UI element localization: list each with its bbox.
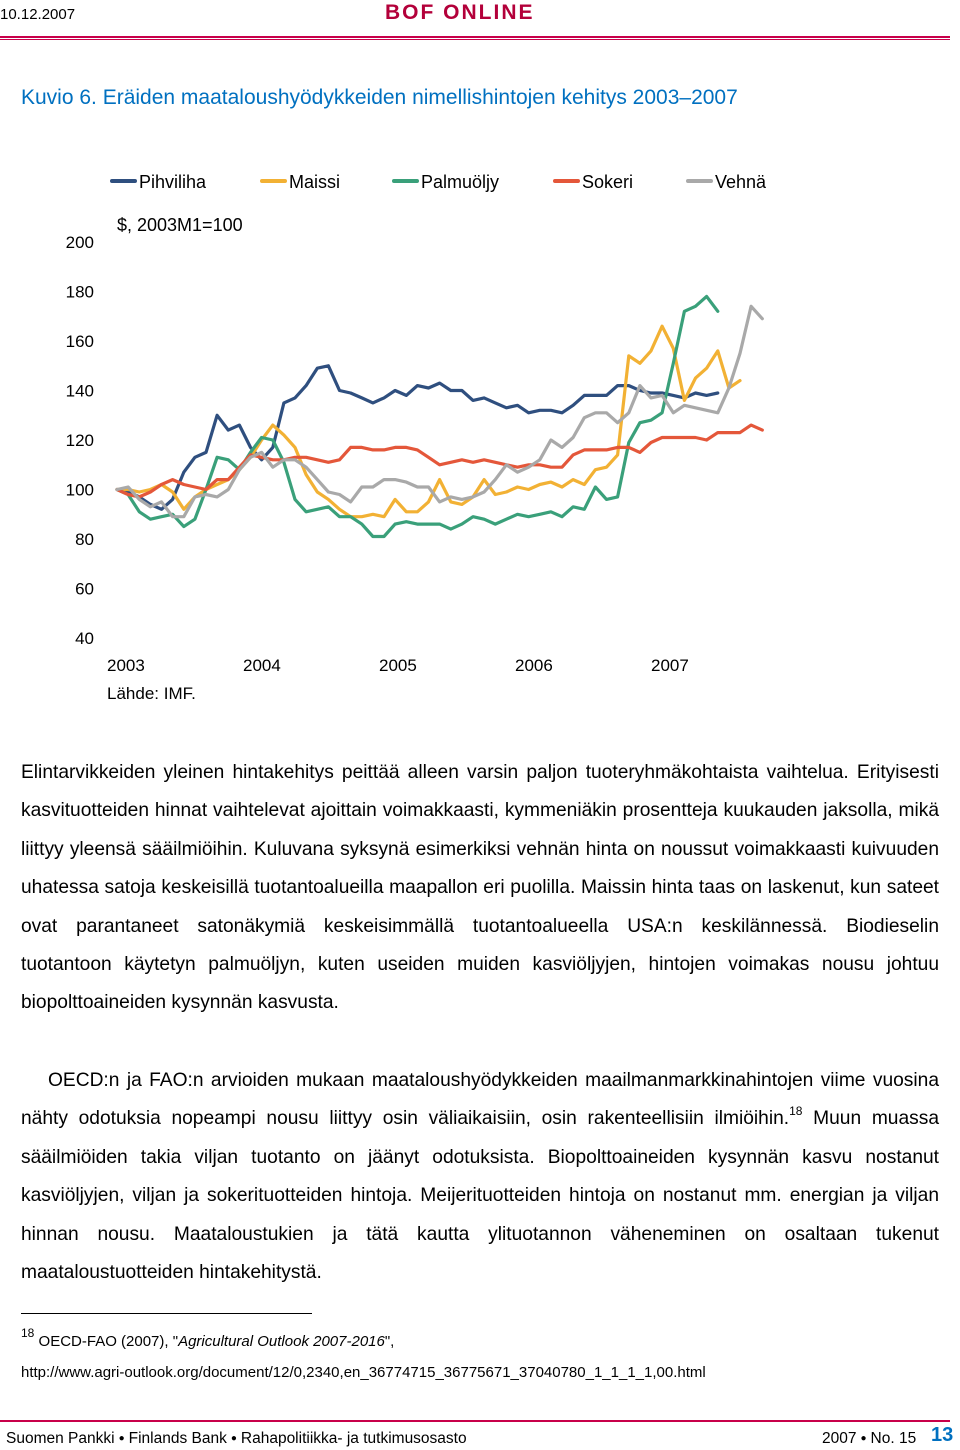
body-paragraph-2	[21, 1062, 939, 1292]
footnote-text-prefix: OECD-FAO (2007), "	[34, 1333, 179, 1350]
footer-divider	[0, 1420, 950, 1422]
footer-department: Rahapolitiikka- ja tutkimusosasto	[240, 1430, 467, 1447]
legend-label: Sokeri	[582, 172, 634, 192]
paragraph-2-text-b: Muun muassa sääilmiöiden takia viljan tuotanto on jäänyt odotuksista. Biopolttoaineiden kysynnän kasvu nostanut kasviöljyjen, viljan ja sokerituotteiden hintoja. Meijerituotteiden hintoja on nostanut mm. energian ja viljan hinnan nousu. Maataloustukien ja tätä kautta ylituotannon väheneminen on osaltaan tukenut maataloustuotteiden hintakehitystä.	[21, 1108, 940, 1284]
chart-series	[117, 296, 762, 536]
y-tick-label: 140	[65, 381, 94, 401]
footer-bullet: ●	[860, 1433, 867, 1444]
y-tick-label: 80	[75, 530, 94, 549]
y-tick-label: 100	[65, 480, 94, 500]
y-tick-label: 200	[65, 233, 94, 252]
paragraph-2-text-a: OECD:n ja FAO:n arvioiden mukaan maataloushyödykkeiden maailmanmarkkinahintojen viime vuosina nähty odotuksia nopeampi nousu liittyy osin väliaikaisiin, osin rakenteellisiin ilmiöihin.	[21, 1070, 939, 1130]
x-tick-label: 2006	[515, 656, 553, 675]
footnote-title: Agricultural Outlook 2007-2016	[178, 1333, 385, 1350]
header-divider	[0, 36, 950, 38]
footnote-text-suffix: ",	[384, 1333, 395, 1350]
legend-label: Vehnä	[715, 172, 767, 192]
footnote-number: 18	[21, 1326, 35, 1340]
footer-bullet: ●	[118, 1433, 125, 1444]
y-tick-label: 40	[75, 629, 94, 648]
legend-label: Pihviliha	[139, 172, 207, 192]
y-tick-label: 60	[75, 579, 94, 599]
chart-unit-label: $, 2003M1=100	[117, 215, 243, 235]
footer-org-sv: Finlands Bank	[128, 1430, 227, 1447]
x-axis	[107, 656, 689, 675]
series-line	[117, 296, 718, 536]
y-tick-label: 180	[65, 282, 94, 302]
chart-source-note: Lähde: IMF.	[107, 684, 196, 703]
body-paragraph-1: Elintarvikkeiden yleinen hintakehitys peittää alleen varsin paljon tuoteryhmäkohtaista vaihtelua. Erityisesti kasvituotteiden hinnat vaihtelevat ajoittain voimakkaasti, kymmeniäkin prosentteja kuukauden jaksolla, mikä liittyy yleensä sääilmiöihin. Kuluvana syksynä esimerkiksi vehnän hinta on noussut voimakkaasti kuivuuden uhatessa satoja keskeisillä tuotantoalueilla maapallon eri puolilla. Maissin hinta taas on laskenut, kun sateet ovat parantaneet satonäkymiä keskeisimmällä tuotantoalueella USA:n keskilännessä. Biodieselin tuotantoon käytetyn palmuöljyn, kuten useiden muiden kasviöljyjen, hintojen voimakas nousu johtuu biopolttoaineiden kysynnän kasvusta.	[21, 762, 939, 1014]
footnote-url-link[interactable]: http://www.agri-outlook.org/document/12/0,2340,en_36774715_36775671_37040780_1_1_1_1,00.html	[21, 1364, 706, 1381]
footnote	[21, 1326, 706, 1382]
footer-bullet: ●	[230, 1433, 237, 1444]
legend-label: Maissi	[289, 172, 341, 192]
chart-legend	[112, 172, 767, 192]
footer-year: 2007	[822, 1430, 857, 1447]
footer-issue	[822, 1430, 916, 1448]
y-tick-label: 160	[65, 332, 94, 351]
header-brand: BOF ONLINE	[385, 1, 535, 24]
x-tick-label: 2004	[243, 656, 281, 675]
x-tick-label: 2007	[651, 656, 689, 675]
header-date: 10.12.2007	[0, 6, 76, 23]
x-tick-label: 2003	[107, 656, 145, 675]
footer-organization	[6, 1430, 467, 1448]
price-index-chart	[0, 150, 960, 685]
footer-org-fi: Suomen Pankki	[6, 1430, 115, 1447]
footnote-divider	[21, 1313, 312, 1314]
footer-issue-number: No. 15	[870, 1430, 917, 1447]
figure-caption: Kuvio 6. Eräiden maataloushyödykkeiden nimellishintojen kehitys 2003–2007	[21, 86, 738, 109]
header-divider-thin	[0, 39, 950, 40]
legend-label: Palmuöljy	[421, 172, 500, 192]
x-tick-label: 2005	[379, 656, 417, 675]
footnote-reference[interactable]: 18	[789, 1104, 803, 1119]
y-tick-label: 120	[65, 431, 94, 450]
page-number: 13	[931, 1424, 954, 1446]
y-axis	[66, 233, 94, 648]
